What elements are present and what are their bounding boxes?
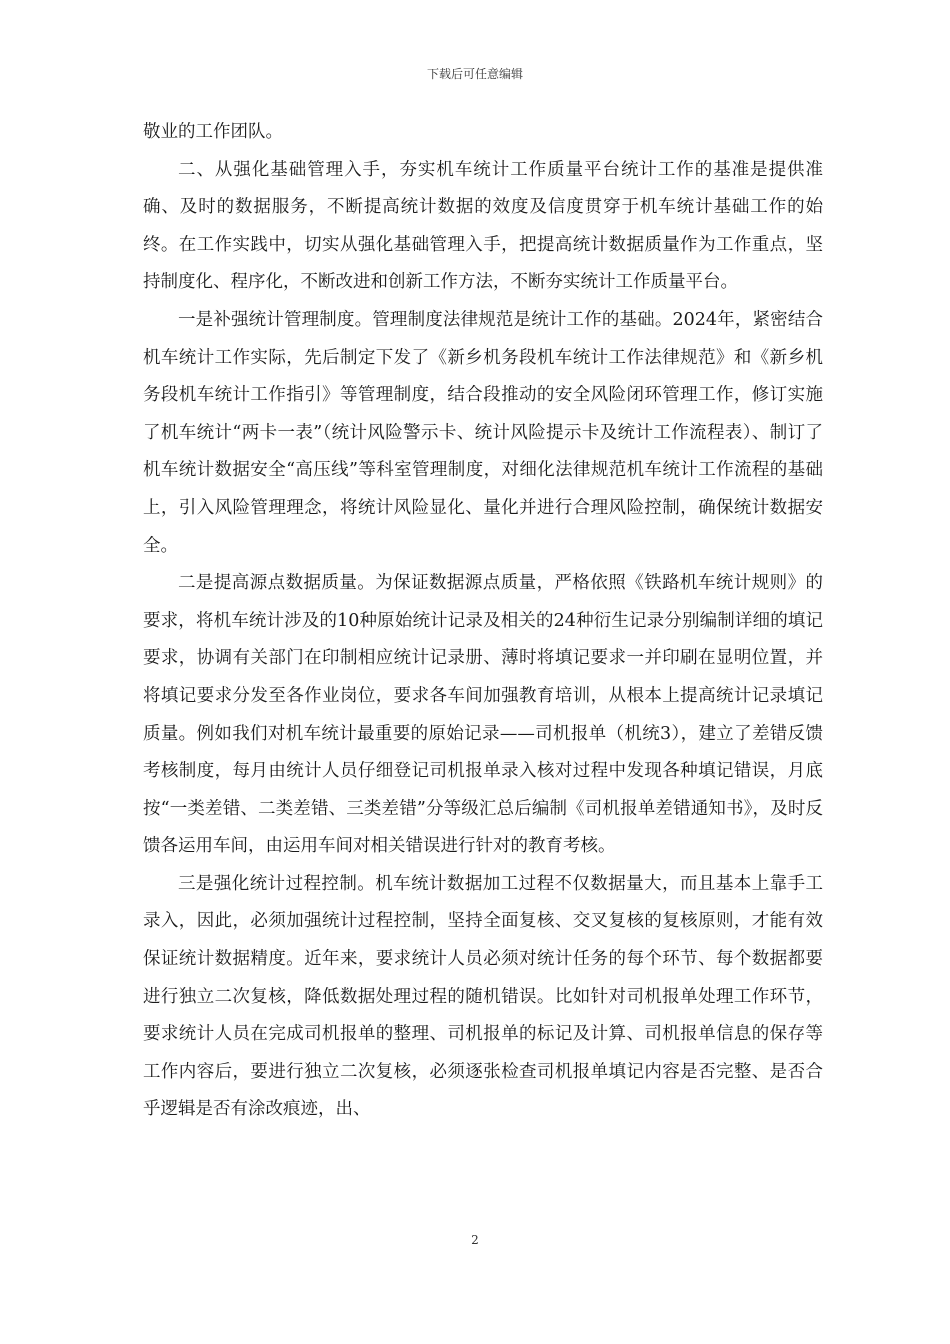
paragraph: 二是提高源点数据质量。为保证数据源点质量，严格依照《铁路机车统计规则》的要求，将机车统计涉及的10种原始统计记录及相关的24种衍生记录分别编制详细的填记要求，协调有关部门在印制相应统计记录册、薄时将填记要求一并印刷在显明位置，并将填记要求分发至各作业岗位，要求各车间加强教育培训，从根本上提高统计记录填记质量。例如我们对机车统计最重要的原始记录——司机报单（机统3），建立了差错反馈考核制度，每月由统计人员仔细登记司机报单录入核对过程中发现各种填记错误，月底按“一类差错、二类差错、三类差错”分等级汇总后编制《司机报单差错通知书》，及时反馈各运用车间，由运用车间对相关错误进行针对的教育考核。 [143,573,823,857]
paragraph: 一是补强统计管理制度。管理制度法律规范是统计工作的基础。2024年，紧密结合机车统计工作实际，先后制定下发了《新乡机务段机车统计工作法律规范》和《新乡机务段机车统计工作指引》等管理制度，结合段推动的安全风险闭环管理工作，修订实施了机车统计“两卡一表”（统计风险警示卡、统计风险提示卡及统计工作流程表）、制订了机车统计数据安全“高压线”等科室管理制度，对细化法律规范机车统计工作流程的基础上，引入风险管理理念，将统计风险显化、量化并进行合理风险控制，确保统计数据安全。 [143,309,823,556]
paragraph: 敬业的工作团队。 [143,122,283,142]
paragraph: 三是强化统计过程控制。机车统计数据加工过程不仅数据量大，而且基本上靠手工录入，因此，必须加强统计过程控制，坚持全面复核、交叉复核的复核原则，才能有效保证统计数据精度。近年来，要求统计人员必须对统计任务的每个环节、每个数据都要进行独立二次复核，降低数据处理过程的随机错误。比如针对司机报单处理工作环节，要求统计人员在完成司机报单的整理、司机报单的标记及计算、司机报单信息的保存等工作内容后，要进行独立二次复核，必须逐张检查司机报单填记内容是否完整、是否合乎逻辑是否有涂改痕迹，出、 [143,873,823,1120]
document-body [143,114,823,1129]
page-number: 2 [471,1233,479,1247]
page-header: 下载后可任意编辑 [426,67,523,81]
paragraph: 二、从强化基础管理入手，夯实机车统计工作质量平台统计工作的基准是提供准确、及时的数据服务，不断提高统计数据的效度及信度贯穿于机车统计基础工作的始终。在工作实践中，切实从强化基础管理入手，把提高统计数据质量作为工作重点，坚持制度化、程序化，不断改进和创新工作方法，不断夯实统计工作质量平台。 [143,159,823,293]
